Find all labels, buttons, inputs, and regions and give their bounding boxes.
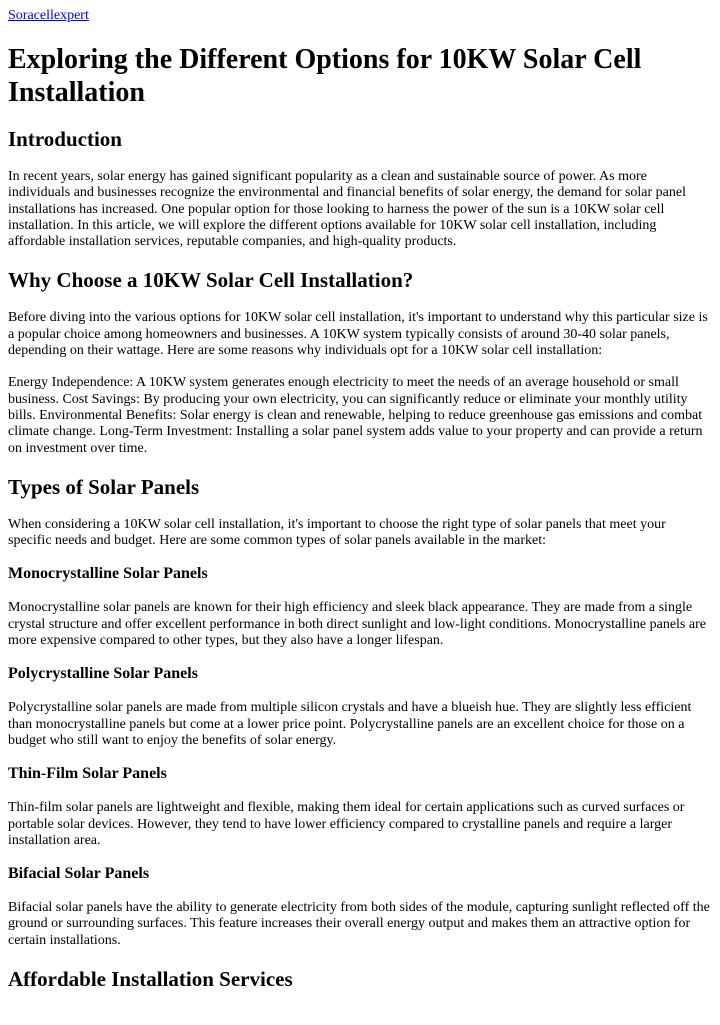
article-title: Exploring the Different Options for 10KW Solar Cell Installation [8, 44, 642, 108]
types-paragraph: When considering a 10KW solar cell installation, it's important to choose the right type of solar panels that meet your specific needs and budget. Here are some common types of solar panels available in the market: [8, 516, 666, 549]
site-home-link[interactable]: Soracellexpert [8, 8, 89, 23]
heading-affordable-installation: Affordable Installation Services [8, 967, 293, 992]
polycrystalline-paragraph: Polycrystalline solar panels are made from multiple silicon crystals and have a blueish hue. They are slightly less efficient than monocrystalline panels but come at a lower price point. Polycrystalline panels are an excellent choice for those on a budget who still want to enjoy the benefits of solar energy. [8, 700, 692, 748]
heading-types-of-panels: Types of Solar Panels [8, 474, 200, 499]
heading-monocrystalline: Monocrystalline Solar Panels [8, 565, 208, 583]
heading-thin-film: Thin-Film Solar Panels [8, 765, 167, 783]
article-page [0, 8, 720, 991]
why-paragraph-2: Energy Independence: A 10KW system generates enough electricity to meet the needs of an average household or small business. Cost Savings: By producing your own electricity, you can significantly reduce or eliminate your monthly utility bills. Environmental Benefits: Solar energy is clean and renewable, helping to reduce greenhouse gas emissions and combat climate change. Long-Term Investment: Installing a solar panel system adds value to your property and can provide a return on investment over time. [8, 375, 703, 456]
why-paragraph-1: Before diving into the various options for 10KW solar cell installation, it's important to understand why this particular size is a popular choice among homeowners and businesses. A 10KW system typically consists of around 30-40 solar panels, depending on their wattage. Here are some reasons why individuals opt for a 10KW solar cell installation: [8, 310, 708, 359]
heading-bifacial: Bifacial Solar Panels [8, 865, 150, 883]
thin-film-paragraph: Thin-film solar panels are lightweight and flexible, making them ideal for certain applications such as curved surfaces or portable solar devices. However, they tend to have lower efficiency compared to crystalline panels and require a larger installation area. [8, 800, 685, 848]
heading-introduction: Introduction [8, 127, 122, 151]
heading-why-choose: Why Choose a 10KW Solar Cell Installation? [8, 268, 414, 293]
bifacial-paragraph: Bifacial solar panels have the ability to generate electricity from both sides of the module, capturing sunlight reflected off the ground or surrounding surfaces. This feature increases their overall energy output and makes them an attractive option for certain installations. [8, 900, 710, 948]
heading-polycrystalline: Polycrystalline Solar Panels [8, 665, 198, 683]
monocrystalline-paragraph: Monocrystalline solar panels are known for their high efficiency and sleek black appearance. They are made from a single crystal structure and offer excellent performance in both direct sunlight and low-light conditions. Monocrystalline panels are more expensive compared to other types, but they also have a longer lifespan. [8, 600, 706, 649]
intro-paragraph: In recent years, solar energy has gained significant popularity as a clean and sustainable source of power. As more individuals and businesses recognize the environmental and financial benefits of solar energy, the demand for solar panel installations has increased. One popular option for those looking to harness the power of the sun is a 10KW solar cell installation. In this article, we will explore the different options available for 10KW solar cell installation, including affordable installation services, reputable companies, and high-quality products. [8, 169, 687, 250]
